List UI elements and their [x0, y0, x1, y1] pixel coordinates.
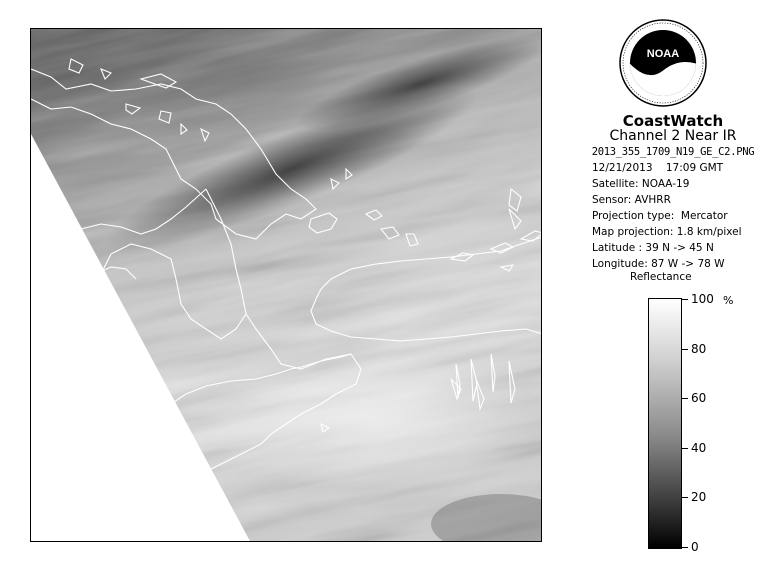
colorbar-tick — [682, 398, 688, 399]
colorbar-tick — [682, 497, 688, 498]
reflectance-colorbar — [648, 298, 682, 549]
noaa-logo — [618, 18, 708, 108]
sensor-line: Sensor: AVHRR — [592, 194, 671, 206]
colorbar-unit: % — [723, 294, 734, 307]
colorbar-label-0: 0 — [691, 540, 699, 554]
channel-subtitle: Channel 2 Near IR — [609, 128, 737, 144]
satellite-line: Satellite: NOAA-19 — [592, 178, 690, 190]
noaa-logo-text: NOAA — [646, 48, 680, 60]
date-time: 12/21/2013 17:09 GMT — [592, 162, 724, 174]
colorbar-label-40: 40 — [691, 441, 707, 455]
colorbar-tick — [682, 349, 688, 350]
longitude-line: Longitude: 87 W -> 78 W — [592, 258, 725, 270]
satellite-map — [31, 29, 542, 542]
colorbar-tick — [682, 448, 688, 449]
latitude-line: Latitude : 39 N -> 45 N — [592, 242, 714, 254]
bright-cloud-area — [201, 349, 541, 489]
image-filename: 2013_355_1709_N19_GE_C2.PNG — [591, 146, 755, 158]
satellite-image — [30, 28, 542, 542]
colorbar-tick — [682, 299, 688, 300]
colorbar-label-60: 60 — [691, 391, 707, 405]
projection-type-line: Projection type: Mercator — [592, 210, 728, 222]
colorbar-label-100: 100 — [691, 292, 714, 306]
colorbar-label-20: 20 — [691, 490, 707, 504]
map-projection-line: Map projection: 1.8 km/pixel — [592, 226, 742, 238]
colorbar-tick — [682, 547, 688, 548]
colorbar-label-80: 80 — [691, 342, 707, 356]
colorbar-title: Reflectance — [630, 271, 692, 283]
product-title: CoastWatch — [622, 112, 724, 130]
